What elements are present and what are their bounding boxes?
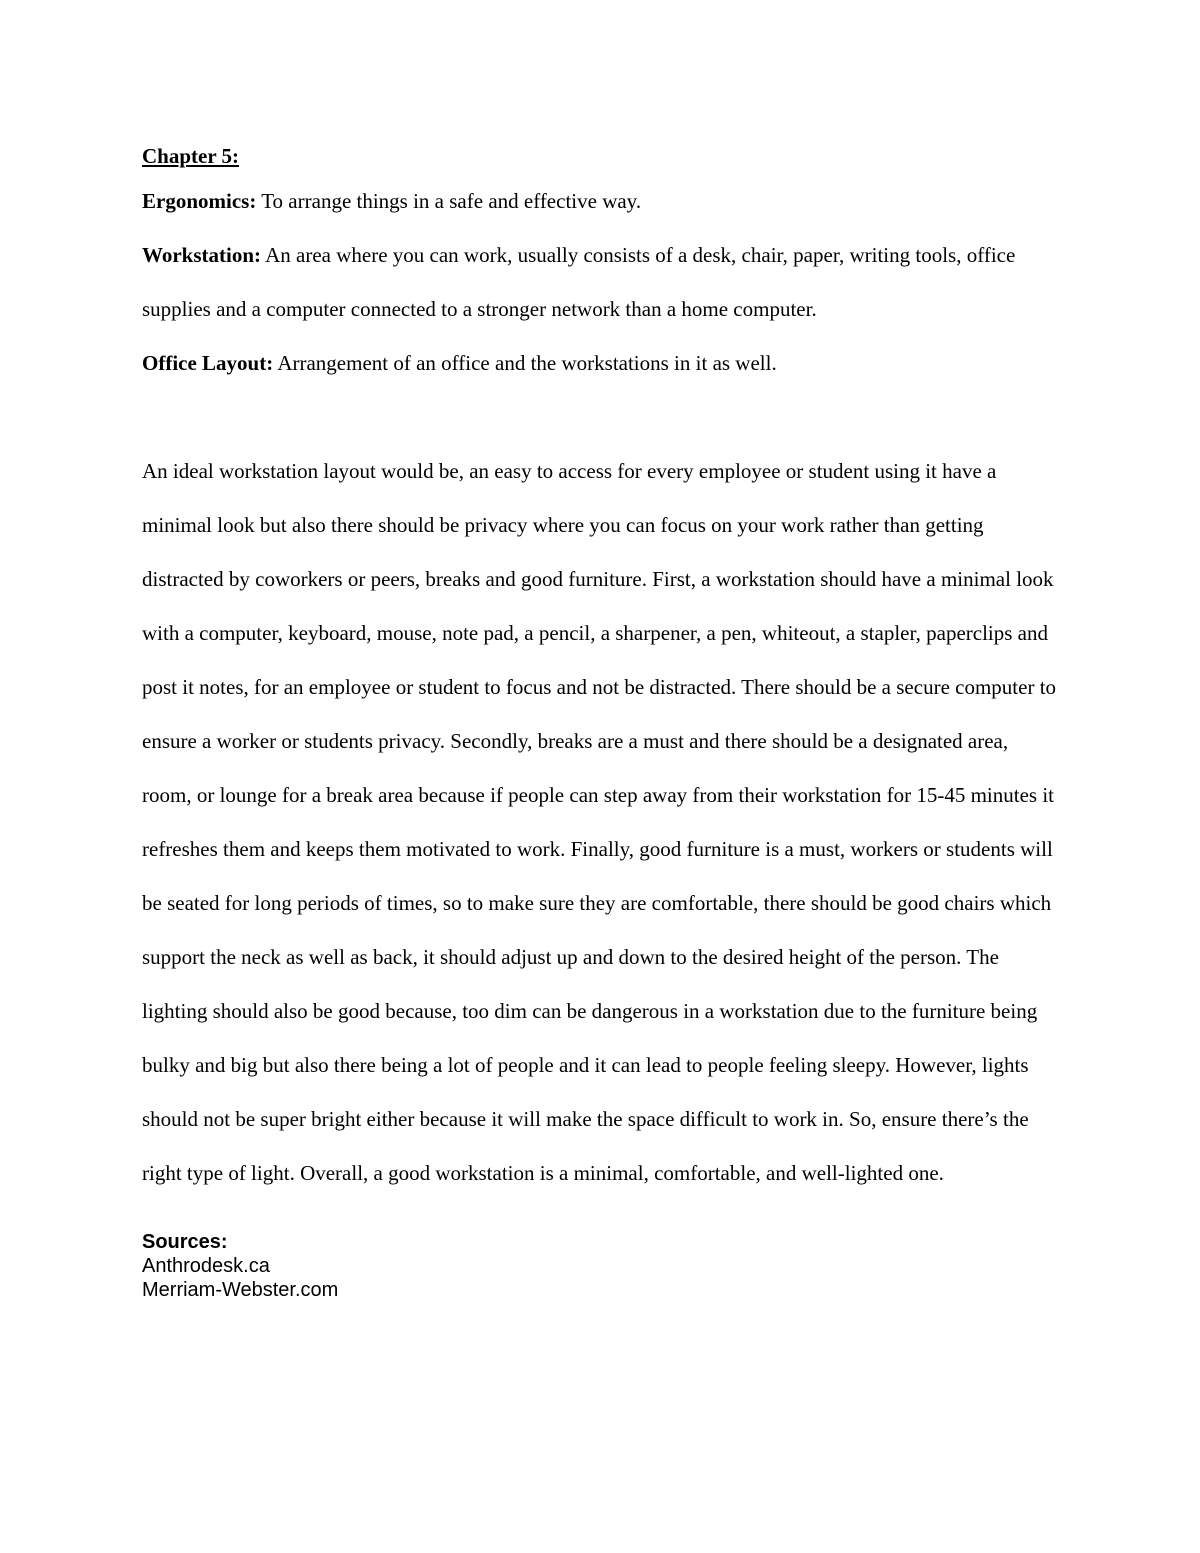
definition-ergonomics [142, 174, 1060, 228]
definition-term: Workstation: [142, 243, 262, 267]
definition-text: An area where you can work, usually consists of a desk, chair, paper, writing tools, office supplies and a computer connected to a stronger network than a home computer. [142, 243, 1016, 321]
sources-heading: Sources: [142, 1231, 228, 1253]
definition-workstation [142, 228, 1060, 336]
definition-office-layout [142, 336, 1060, 390]
document-body [142, 138, 1060, 1302]
source-item: Merriam-Webster.com [142, 1279, 339, 1301]
source-item: Anthrodesk.ca [142, 1255, 270, 1277]
essay-paragraph: An ideal workstation layout would be, an easy to access for every employee or student using it have a minimal look but also there should be privacy where you can focus on your work rather than getting distracted by coworkers or peers, breaks and good furniture. First, a workstation should have a minimal look with a computer, keyboard, mouse, note pad, a pencil, a sharpener, a pen, whiteout, a stapler, paperclips and post it notes, for an employee or student to focus and not be distracted. There should be a secure computer to ensure a worker or students privacy. Secondly, breaks are a must and there should be a designated area, room, or lounge for a break area because if people can step away from their workstation for 15-45 minutes it refreshes them and keeps them motivated to work. Finally, good furniture is a must, workers or students will be seated for long periods of times, so to make sure they are comfortable, there should be good chairs which support the neck as well as back, it should adjust up and down to the desired height of the person. The lighting should also be good because, too dim can be dangerous in a workstation due to the furniture being bulky and big but also there being a lot of people and it can lead to people feeling sleepy. However, lights should not be super bright either because it will make the space difficult to work in. So, ensure there’s the right type of light. Overall, a good workstation is a minimal, comfortable, and well-lighted one. [142, 459, 1057, 1185]
definition-text: To arrange things in a safe and effective way. [256, 189, 642, 213]
definition-text: Arrangement of an office and the workstations in it as well. [273, 351, 777, 375]
sources-section [142, 1230, 1060, 1302]
definition-term: Ergonomics: [142, 189, 257, 213]
definition-term: Office Layout: [142, 351, 274, 375]
chapter-heading: Chapter 5: [142, 144, 240, 168]
